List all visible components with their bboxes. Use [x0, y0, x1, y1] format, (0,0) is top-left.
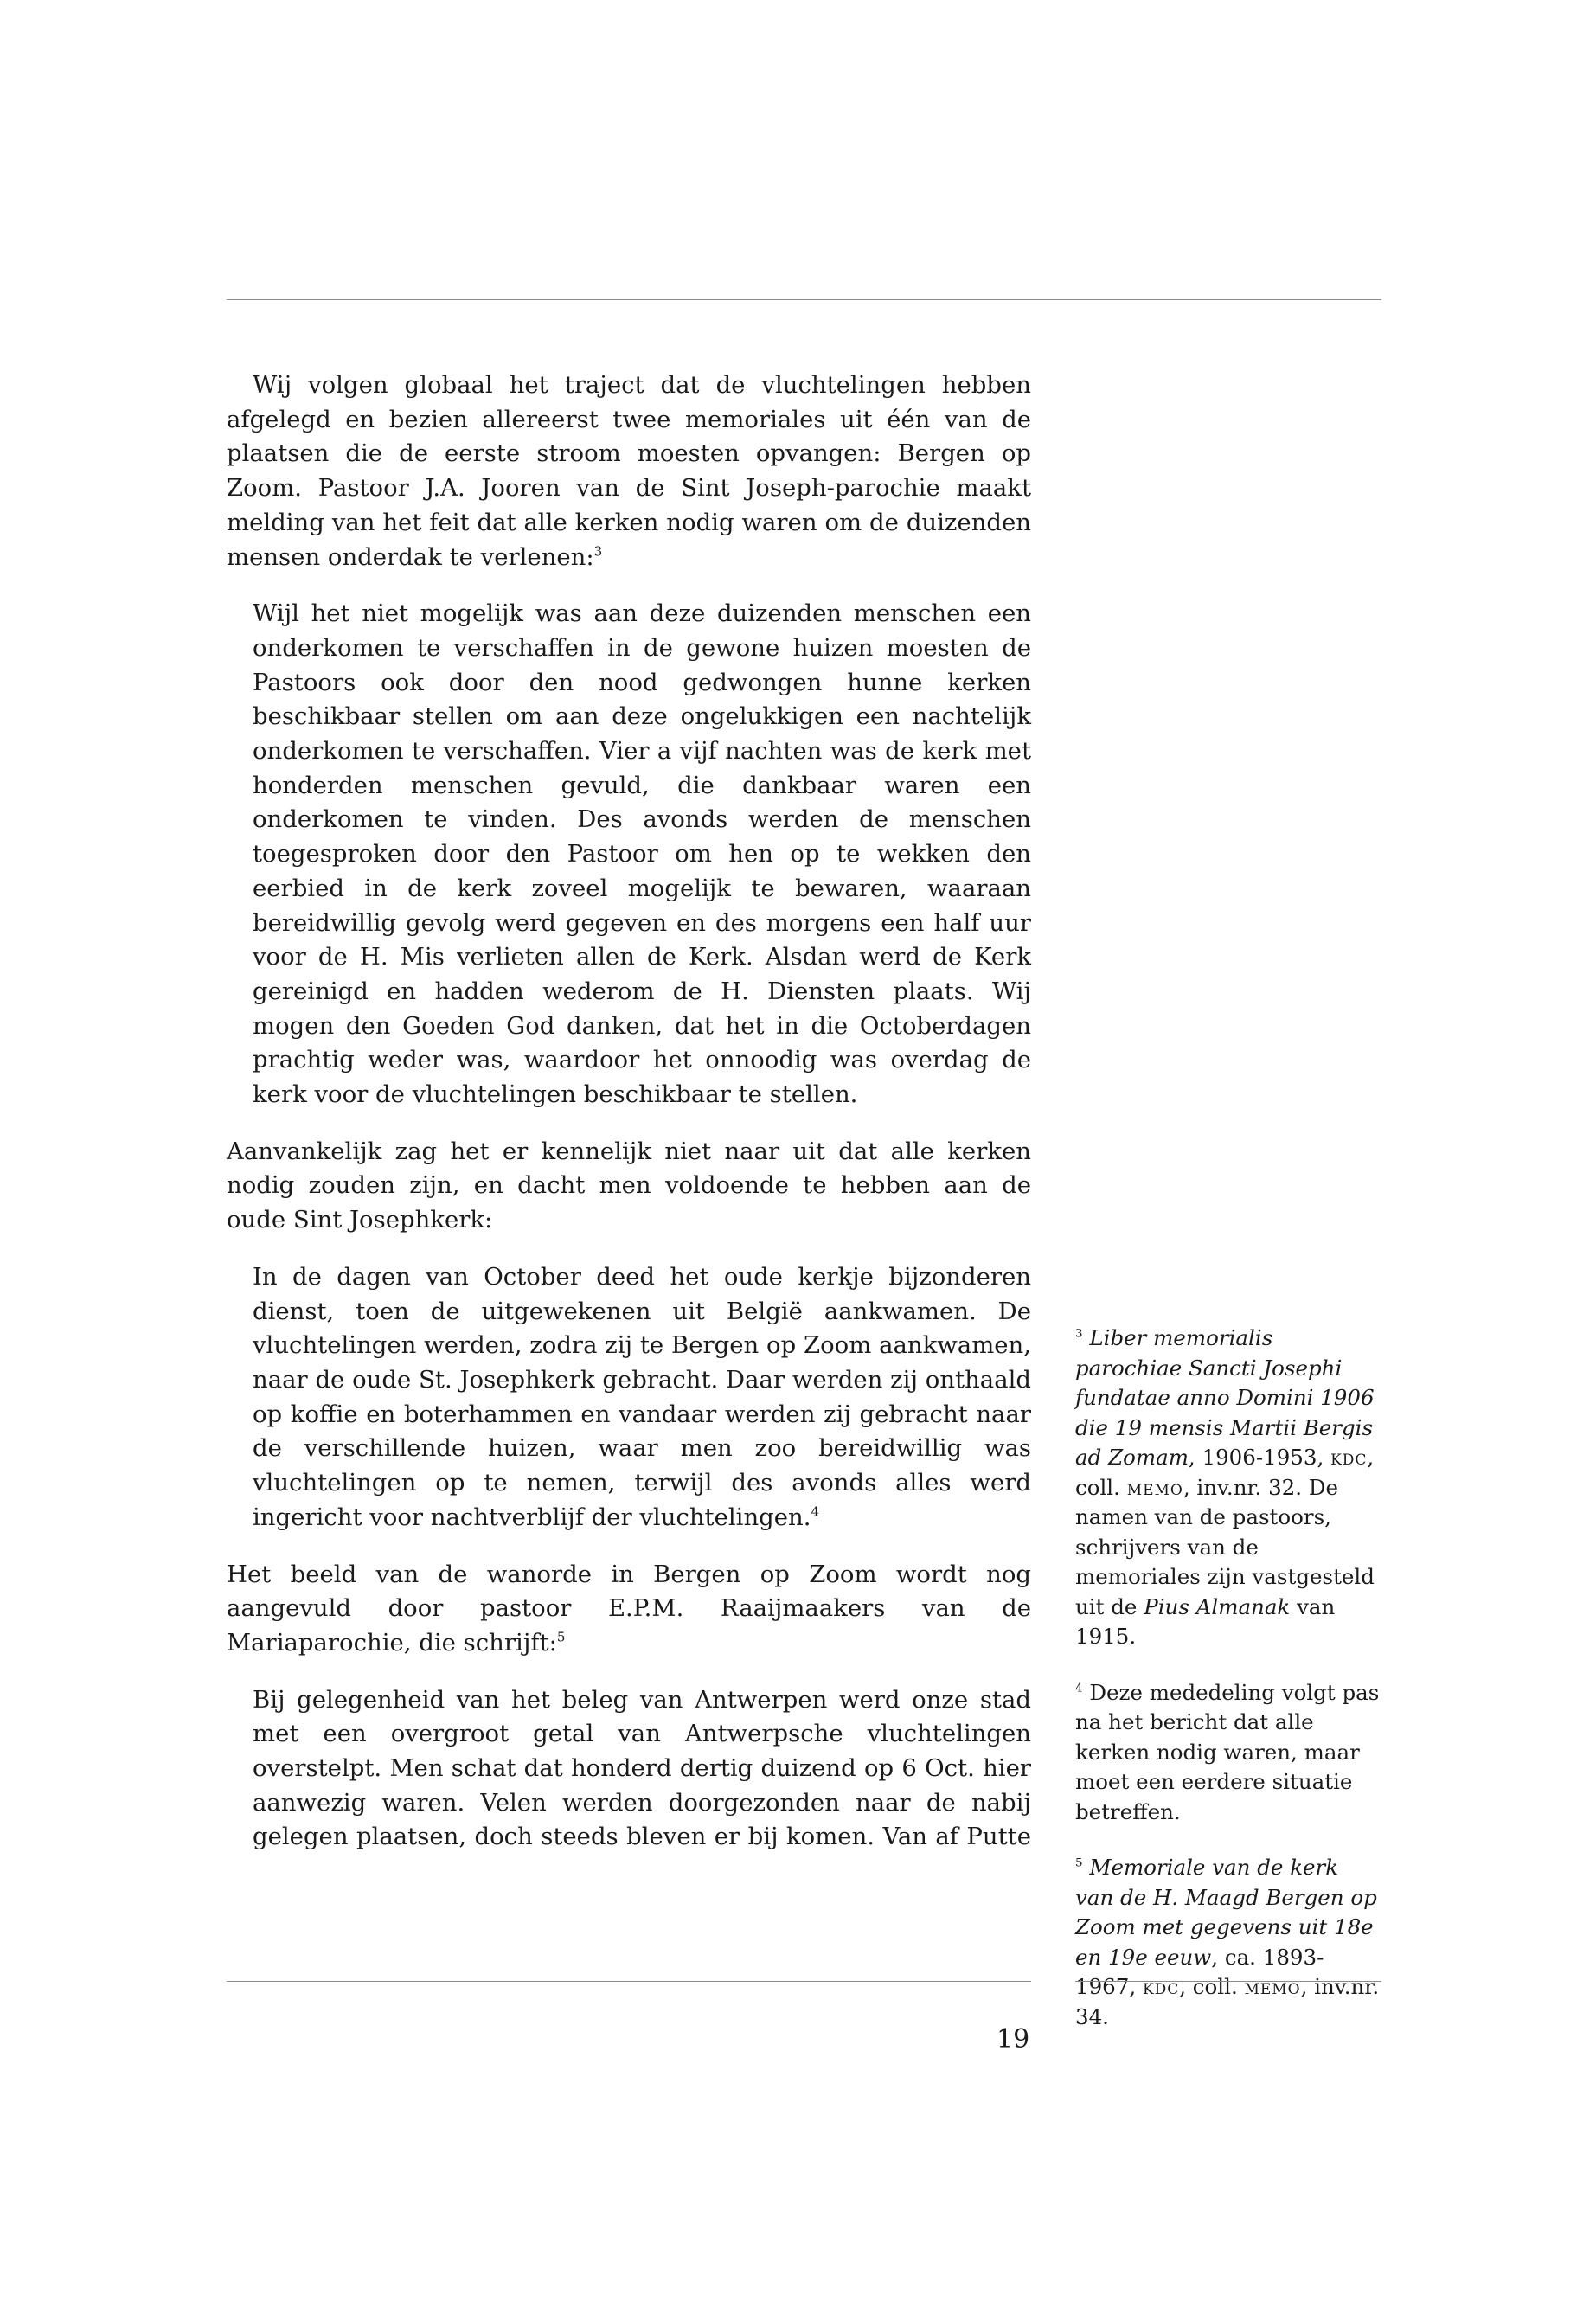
footnote-4: [1075, 1678, 1381, 1828]
footnote-3-number: 3: [1075, 1326, 1083, 1341]
footnote-5: [1075, 1853, 1381, 2032]
main-text: [227, 369, 1031, 1877]
quote-1: [253, 597, 1031, 1112]
footnotes: [1075, 1324, 1381, 2058]
paragraph-1: [227, 369, 1031, 574]
bottom-rule-main: [227, 1981, 1031, 1982]
paragraph-3-text: Het beeld van de wanorde in Bergen op Zoom wordt nog aangevuld door pastoor E.P.M. Raaijmaakers van de Mariaparochie, die schrijft:: [227, 1560, 1031, 1657]
paragraph-1-text: Wij volgen globaal het traject dat de vluchtelingen hebben afgelegd en bezien allereerst twee memoriales uit één van de plaatsen die de eerste stroom moesten opvangen: Bergen op Zoom. Pastoor J.A. Jooren van de Sint Joseph-parochie maakt melding van het feit dat alle kerken nodig waren om de duizenden mensen onderdak te verlenen:: [227, 371, 1031, 571]
footnote-5-number: 5: [1075, 1856, 1083, 1870]
top-rule: [227, 299, 1381, 300]
footnote-5-memo: memo: [1244, 1974, 1301, 1999]
footnote-5-years: , ca. 1893-1967,: [1075, 1944, 1324, 1999]
quote-3-text: Bij gelegenheid van het beleg van Antwerpen werd onze stad met een overgroot getal van Antwerpsche vluchtelingen overstelpt. Men schat dat honderd dertig duizend op 6 Oct. hier aanwezig waren. Velen werden doorgezonden naar de nabij gelegen plaatsen, doch steeds bleven er bij komen. Van af Putte: [253, 1685, 1031, 1851]
quote-2-text: In de dagen van October deed het oude kerkje bijzonderen dienst, toen de uitgewekenen uit België aankwamen. De vluchtelingen werden, zodra zij te Bergen op Zoom aankwamen, naar de oude St. Josephkerk gebracht. Daar werden zij onthaald op koffie en boterhammen en vandaar werden zij gebracht naar de verschillende huizen, waar men zoo bereidwillig was vluchtelingen op te nemen, terwijl des avonds alles werd ingericht voor nachtverblijf der vluchtelingen.: [253, 1262, 1031, 1531]
footnote-3-rest: , inv.nr. 32. De namen van de pastoors, schrijvers van de memoriales zijn vastgesteld uit de: [1075, 1474, 1375, 1619]
footnote-5-title: Memoriale van de kerk van de H. Maagd Bergen op Zoom met gegevens uit 18e en 19e eeuw: [1075, 1855, 1377, 1970]
footnote-ref-5[interactable]: 5: [556, 1629, 566, 1645]
footnote-4-text: Deze mededeling volgt pas na het bericht dat alle kerken nodig waren, maar moet een eerdere situatie betreffen.: [1075, 1679, 1380, 1824]
footnote-ref-3[interactable]: 3: [593, 542, 603, 559]
footnote-3-memo: memo: [1126, 1474, 1183, 1500]
paragraph-3: [227, 1558, 1031, 1661]
footnote-3-coll: , coll.: [1075, 1445, 1375, 1500]
footnote-3-kdc: kdc: [1330, 1445, 1368, 1470]
footnote-3: [1075, 1324, 1381, 1652]
quote-3: [253, 1683, 1031, 1856]
footnote-3-end: van 1915.: [1075, 1593, 1336, 1649]
quote-2-paragraph: [253, 1260, 1031, 1535]
footnote-3-years: , 1906-1953,: [1188, 1445, 1331, 1470]
footnote-4-number: 4: [1075, 1681, 1083, 1695]
paragraph-2: Aanvankelijk zag het er kennelijk niet naar uit dat alle kerken nodig zouden zijn, en dacht men voldoende te hebben aan de oude Sint Josephkerk:: [227, 1137, 1031, 1234]
footnote-5-coll: , coll.: [1179, 1974, 1245, 1999]
quote-2: [253, 1260, 1031, 1535]
quote-1-text: Wijl het niet mogelijk was aan deze duizenden menschen een onderkomen te verschaffen in de gewone huizen moesten de Pastoors ook door den nood gedwongen hunne kerken beschikbaar stellen om aan deze ongelukkigen een nachtelijk onderkomen te verschaffen. Vier a vijf nachten was de kerk met honderden menschen gevuld, die dankbaar waren een onderkomen te vinden. Des avonds werden de menschen toegesproken door den Pastoor om hen op te wekken den eerbied in de kerk zoveel mogelijk te bewaren, waaraan bereidwillig gevolg werd gegeven en des morgens een half uur voor de H. Mis verlieten allen de Kerk. Alsdan werd de Kerk gereinigd en hadden wederom de H. Diensten plaats. Wij mogen den Goeden God danken, dat het in die Octoberdagen prachtig weder was, waardoor het onnoodig was overdag de kerk voor de vluchtelingen beschikbaar te stellen.: [253, 599, 1031, 1109]
footnote-3-title: Liber memorialis parochiae Sancti Josephi fundatae anno Domini 1906 die 19 mensis Martii Bergis ad Zomam: [1075, 1325, 1375, 1470]
footnote-5-kdc: kdc: [1142, 1974, 1180, 1999]
footnote-5-end: , inv.nr. 34.: [1075, 1974, 1380, 2029]
bottom-rule-notes: [1075, 1981, 1381, 1982]
footnote-ref-4[interactable]: 4: [811, 1503, 820, 1520]
footnote-3-almanak: Pius Almanak: [1144, 1593, 1291, 1619]
page-number: 19: [997, 2024, 1030, 2054]
